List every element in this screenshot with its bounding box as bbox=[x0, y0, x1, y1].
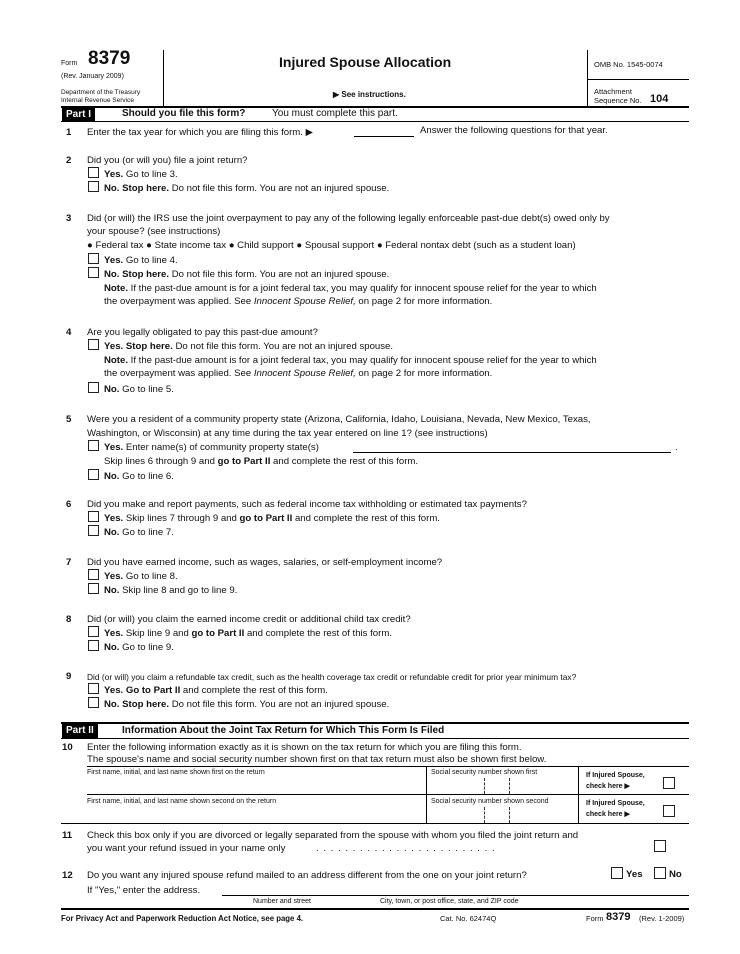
line5-number: 5 bbox=[66, 414, 72, 425]
line6-no-text: Go to line 7. bbox=[122, 527, 174, 538]
street-input[interactable] bbox=[222, 882, 372, 895]
line6-no-checkbox[interactable] bbox=[88, 525, 99, 536]
line12-number: 12 bbox=[62, 870, 73, 881]
part1-label: Part I bbox=[62, 108, 95, 122]
second-name-input[interactable] bbox=[87, 807, 425, 823]
part1-subtitle: You must complete this part. bbox=[272, 108, 398, 119]
see-instructions: ▶ See instructions. bbox=[333, 90, 406, 99]
line7-number: 7 bbox=[66, 557, 72, 568]
attachment-label: Attachment bbox=[594, 87, 632, 96]
line10-text2: The spouse's name and social security number shown first on that tax return must also be shown first below. bbox=[87, 754, 547, 765]
line5-yes-label: Yes. bbox=[104, 442, 124, 453]
line9-no-label: No. Stop here. bbox=[104, 699, 170, 710]
line8-yes-label: Yes. bbox=[104, 628, 124, 639]
check-here-2: check here ▶ bbox=[586, 811, 630, 818]
line10-number: 10 bbox=[62, 742, 73, 753]
omb-number: OMB No. 1545-0074 bbox=[594, 60, 663, 69]
line8-yes-part2: go to Part II bbox=[191, 628, 245, 639]
line6-yes-label: Yes. bbox=[104, 513, 124, 524]
line3-yes-checkbox[interactable] bbox=[88, 253, 99, 264]
street-label: Number and street bbox=[253, 898, 311, 905]
line7-text: Did you have earned income, such as wages, salaries, or self-employment income? bbox=[87, 557, 443, 568]
line5-yes-checkbox[interactable] bbox=[88, 440, 99, 451]
line4-number: 4 bbox=[66, 327, 72, 338]
line1-text: Enter the tax year for which you are filing this form. ▶ bbox=[87, 127, 313, 138]
line9-no-text: Do not file this form. You are not an injured spouse. bbox=[171, 699, 390, 710]
line8-yes-text-a: Skip line 9 and bbox=[125, 628, 189, 639]
line5-text2: Washington, or Wisconsin) at any time during the tax year entered on line 1? (see instructions) bbox=[87, 428, 488, 439]
line2-yes-label: Yes. bbox=[104, 169, 124, 180]
line6-number: 6 bbox=[66, 499, 72, 510]
part1-title: Should you file this form? bbox=[122, 108, 246, 119]
line6-no-label: No. bbox=[104, 527, 120, 538]
line11-number: 11 bbox=[62, 830, 73, 841]
first-name-label: First name, initial, and last name shown first on the return bbox=[87, 769, 265, 776]
line5-skip-part2: go to Part II bbox=[217, 456, 271, 467]
catalog-number: Cat. No. 62474Q bbox=[440, 914, 497, 923]
sequence-label: Sequence No. bbox=[594, 96, 642, 105]
line9-text: Did (or will) you claim a refundable tax credit, such as the health coverage tax credit or refundable credit for prior year minimum tax? bbox=[87, 672, 577, 682]
line3-bullets: ● Federal tax ● State income tax ● Child support ● Spousal support ● Federal nontax debt (such as a student loan) bbox=[87, 240, 576, 251]
line9-yes-checkbox[interactable] bbox=[88, 683, 99, 694]
footer-revision: (Rev. 1-2009) bbox=[639, 914, 685, 923]
ssn-second-label: Social security number shown second bbox=[431, 798, 549, 805]
line3-no-label: No. Stop here. bbox=[104, 269, 170, 280]
form-title: Injured Spouse Allocation bbox=[279, 54, 452, 70]
line3-yes-text: Go to line 4. bbox=[125, 255, 178, 266]
line4-note-italic: Innocent Spouse Relief, bbox=[253, 368, 356, 379]
line2-number: 2 bbox=[66, 155, 72, 166]
line5-no-label: No. bbox=[104, 471, 120, 482]
line2-no-label: No. Stop here. bbox=[104, 183, 170, 194]
line9-yes-text: and complete the rest of this form. bbox=[182, 685, 328, 696]
part2-title: Information About the Joint Tax Return for Which This Form Is Filed bbox=[122, 725, 445, 736]
line3-note-text1: If the past-due amount is for a joint federal tax, you may qualify for innocent spouse relief for the year to which bbox=[130, 283, 597, 294]
line8-no-label: No. bbox=[104, 642, 120, 653]
line3-number: 3 bbox=[66, 213, 72, 224]
line3-no-checkbox[interactable] bbox=[88, 267, 99, 278]
line6-yes-text-a: Skip lines 7 through 9 and bbox=[125, 513, 237, 524]
line5-yes-text: Enter name(s) of community property state(s) bbox=[125, 442, 319, 453]
line8-yes-text-d: and complete the rest of this form. bbox=[246, 628, 392, 639]
line5-text1: Were you a resident of a community property state (Arizona, California, Idaho, Louisiana, Nevada, New Mexico, Texas, bbox=[87, 414, 591, 425]
ssn-first-input[interactable] bbox=[431, 778, 575, 794]
divorced-checkbox[interactable] bbox=[654, 840, 666, 852]
city-input[interactable] bbox=[378, 882, 678, 895]
ssn-first-label: Social security number shown first bbox=[431, 769, 538, 776]
line9-number: 9 bbox=[66, 671, 72, 682]
injured-label-1: If Injured Spouse, bbox=[586, 772, 645, 779]
line10-text1: Enter the following information exactly as it is shown on the tax return for which you are filing this form. bbox=[87, 742, 522, 753]
line12-no-checkbox[interactable] bbox=[654, 867, 666, 879]
line12-yes-checkbox[interactable] bbox=[611, 867, 623, 879]
line12-text: Do you want any injured spouse refund mailed to an address different from the one on your joint return? bbox=[87, 870, 527, 881]
line4-note-text2b: on page 2 for more information. bbox=[358, 368, 493, 379]
first-name-input[interactable] bbox=[87, 778, 425, 794]
line6-yes-text-d: and complete the rest of this form. bbox=[294, 513, 440, 524]
part2-label: Part II bbox=[62, 724, 98, 738]
line4-note-label: Note. bbox=[104, 355, 128, 366]
line8-no-text: Go to line 9. bbox=[122, 642, 174, 653]
line6-text: Did you make and report payments, such as federal income tax withholding or estimated tax payments? bbox=[87, 499, 527, 510]
check-here-1: check here ▶ bbox=[586, 783, 630, 790]
line7-no-checkbox[interactable] bbox=[88, 583, 99, 594]
line7-yes-text: Go to line 8. bbox=[125, 571, 178, 582]
line4-yes-label: Yes. Stop here. bbox=[104, 341, 173, 352]
line3-note-text2a: the overpayment was applied. See bbox=[104, 296, 252, 307]
line11-dots: . . . . . . . . . . . . . . . . . . . . . . . . . bbox=[316, 843, 496, 854]
line9-no-checkbox[interactable] bbox=[88, 697, 99, 708]
footer-form-number: 8379 bbox=[606, 911, 631, 923]
line3-no-text: Do not file this form. You are not an injured spouse. bbox=[171, 269, 390, 280]
form-label: Form bbox=[61, 60, 78, 67]
line7-no-text: Skip line 8 and go to line 9. bbox=[122, 585, 238, 596]
dept-irs: Internal Revenue Service bbox=[61, 97, 134, 104]
line7-yes-label: Yes. bbox=[104, 571, 124, 582]
city-label: City, town, or post office, state, and ZIP code bbox=[380, 898, 519, 905]
line3-note-text2b: on page 2 for more information. bbox=[358, 296, 493, 307]
line4-no-text: Go to line 5. bbox=[122, 384, 174, 395]
line4-note-text1: If the past-due amount is for a joint federal tax, you may qualify for innocent spouse relief for the year to which bbox=[130, 355, 597, 366]
second-name-label: First name, initial, and last name shown second on the return bbox=[87, 798, 277, 805]
line3-text1: Did (or will) the IRS use the joint overpayment to pay any of the following legally enforceable past-due debt(s) owed only by bbox=[87, 213, 610, 224]
line4-yes-text: Do not file this form. You are not an injured spouse. bbox=[175, 341, 394, 352]
line3-text2: your spouse? (see instructions) bbox=[87, 226, 221, 237]
line5-skip-text-c: and complete the rest of this form. bbox=[273, 456, 419, 467]
sequence-number: 104 bbox=[650, 93, 669, 105]
tax-year-input[interactable] bbox=[354, 136, 414, 137]
injured-spouse-first-checkbox[interactable] bbox=[663, 777, 675, 789]
line8-text: Did (or will) you claim the earned income credit or additional child tax credit? bbox=[87, 614, 411, 625]
footer-form-label: Form bbox=[586, 914, 604, 923]
line4-text: Are you legally obligated to pay this past-due amount? bbox=[87, 327, 318, 338]
line4-no-label: No. bbox=[104, 384, 120, 395]
injured-label-2: If Injured Spouse, bbox=[586, 800, 645, 807]
dept-treasury: Department of the Treasury bbox=[61, 89, 141, 96]
line3-yes-label: Yes. bbox=[104, 255, 124, 266]
ssn-second-input[interactable] bbox=[431, 807, 575, 823]
line4-no-checkbox[interactable] bbox=[88, 382, 99, 393]
line11-text2: you want your refund issued in your name only bbox=[87, 843, 286, 854]
line2-text: Did you (or will you) file a joint return? bbox=[87, 155, 248, 166]
line2-yes-text: Go to line 3. bbox=[125, 169, 178, 180]
line5-skip-text-a: Skip lines 6 through 9 and bbox=[104, 456, 215, 467]
line2-yes-checkbox[interactable] bbox=[88, 167, 99, 178]
line6-yes-part2: go to Part II bbox=[239, 513, 293, 524]
form-number: 8379 bbox=[88, 48, 131, 69]
line3-note-italic: Innocent Spouse Relief, bbox=[253, 296, 356, 307]
line12-yes-label: Yes bbox=[626, 869, 643, 880]
privacy-notice: For Privacy Act and Paperwork Reduction Act Notice, see page 4. bbox=[61, 914, 304, 923]
line4-yes-checkbox[interactable] bbox=[88, 339, 99, 350]
line8-number: 8 bbox=[66, 614, 72, 625]
line5-no-text: Go to line 6. bbox=[122, 471, 174, 482]
line12-if-yes: If "Yes," enter the address. bbox=[87, 885, 201, 896]
line8-yes-checkbox[interactable] bbox=[88, 626, 99, 637]
line9-yes-label: Yes. Go to Part II bbox=[104, 685, 181, 696]
line6-yes-checkbox[interactable] bbox=[88, 511, 99, 522]
line11-text1: Check this box only if you are divorced or legally separated from the spouse with whom you filed the joint return and bbox=[87, 830, 579, 841]
line7-yes-checkbox[interactable] bbox=[88, 569, 99, 580]
line8-no-checkbox[interactable] bbox=[88, 640, 99, 651]
revision-date: (Rev. January 2009) bbox=[61, 73, 124, 80]
line2-no-checkbox[interactable] bbox=[88, 181, 99, 192]
injured-spouse-second-checkbox[interactable] bbox=[663, 805, 675, 817]
line5-no-checkbox[interactable] bbox=[88, 469, 99, 480]
line4-note-text2a: the overpayment was applied. See bbox=[104, 368, 252, 379]
line1-after: Answer the following questions for that year. bbox=[420, 125, 608, 136]
line3-note-label: Note. bbox=[104, 283, 128, 294]
line12-no-label: No bbox=[669, 869, 682, 880]
community-property-state-input[interactable] bbox=[353, 452, 671, 453]
line7-no-label: No. bbox=[104, 585, 120, 596]
line2-no-text: Do not file this form. You are not an injured spouse. bbox=[171, 183, 390, 194]
line1-number: 1 bbox=[66, 127, 72, 138]
